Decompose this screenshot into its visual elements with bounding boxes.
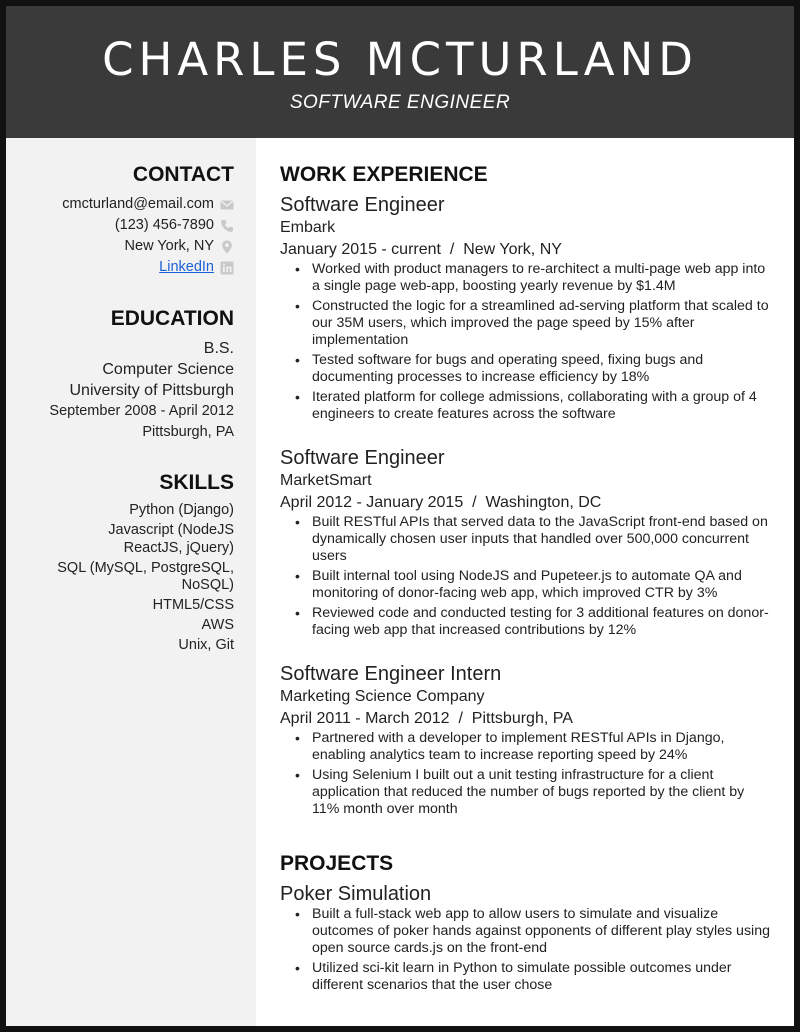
job-entry [280,193,770,426]
bullet-item: • Tested software for bugs and operating speed, fixing bugs and documenting processes to increase efficiency by 18% [312,352,770,386]
bullet-item: • Partnered with a developer to implement RESTful APIs in Django, enabling analytics team to increase reporting speed by 24% [312,730,770,764]
resume-page [6,6,794,1026]
bullet-item: • Worked with product managers to re-architect a multi-page web app into a single page web-app, boosting yearly revenue by $1.4M [312,261,770,295]
job-company: Marketing Science Company [280,688,485,705]
candidate-title: SOFTWARE ENGINEER [289,92,511,113]
project-bullets [280,906,770,994]
job-bullets [280,730,770,818]
bullet-item: • Built RESTful APIs that served data to the JavaScript front-end based on dynamically chosen user inputs that handled over 500,000 concurrent users [312,514,770,565]
linkedin-link[interactable]: LinkedIn [159,259,214,275]
job-dates-location: April 2011 - March 2012 / Pittsburgh, PA [280,710,573,727]
phone-line [14,215,234,236]
job-title: Software Engineer [280,447,445,469]
job-title: Software Engineer Intern [280,663,502,685]
location-line [14,236,234,257]
job-entry [280,446,770,642]
project-entry [280,882,770,997]
skill-item: Python (Django) [129,502,234,518]
linkedin-icon [220,261,234,275]
education-school: University of Pittsburgh [69,382,234,399]
job-bullets [280,261,770,423]
bullet-item: • Using Selenium I built out a unit testing infrastructure for a client application that reduced the number of bugs reported by the client by 11% month over month [312,767,770,818]
job-entry [280,662,770,821]
education-section [14,306,234,443]
education-major: Computer Science [102,361,234,378]
education-location: Pittsburgh, PA [142,424,234,440]
email-text[interactable]: cmcturland@email.com [62,196,214,212]
job-title: Software Engineer [280,194,445,216]
email-line [14,194,234,215]
job-bullets [280,514,770,639]
skill-item: AWS [201,617,234,633]
skills-heading: SKILLS [159,471,234,494]
phone-icon [220,219,234,233]
bullet-item: • Reviewed code and conducted testing for 3 additional features on donor-facing web app that increased contributions by 12% [312,605,770,639]
education-dates: September 2008 - April 2012 [49,403,234,419]
contact-section [14,162,234,278]
work-experience-heading: WORK EXPERIENCE [280,163,488,186]
education-heading: EDUCATION [110,307,234,330]
bullet-item: • Built internal tool using NodeJS and Pupeteer.js to automate QA and monitoring of donor-facing web app, which improved CTR by 3% [312,568,770,602]
contact-heading: CONTACT [132,163,234,186]
linkedin-line [14,257,234,278]
candidate-name: CHARLES MCTURLAND [102,33,698,86]
skill-item: Unix, Git [178,637,234,653]
skills-section [14,470,234,657]
sidebar [6,138,256,1026]
job-dates-location: January 2015 - current / New York, NY [280,241,562,258]
job-dates-location: April 2012 - January 2015 / Washington, DC [280,494,602,511]
skill-item: HTML5/CSS [152,597,234,613]
projects-heading: PROJECTS [280,852,394,875]
bullet-item: • Built a full-stack web app to allow users to simulate and visualize outcomes of poker hands against opponents of different play styles using open source cards.js on the front-end [312,906,770,957]
envelope-icon [220,198,234,212]
education-degree: B.S. [203,340,234,357]
header-banner [6,6,794,138]
bullet-item: • Utilized sci-kit learn in Python to simulate possible outcomes under different scenarios that the user chose [312,960,770,994]
phone-text: (123) 456-7890 [114,217,214,233]
project-title: Poker Simulation [280,883,432,905]
job-company: MarketSmart [280,472,372,489]
skill-item: Javascript (NodeJS ReactJS, jQuery) [108,522,234,556]
bullet-item: • Iterated platform for college admissions, collaborating with a group of 4 engineers to create features across the software [312,389,770,423]
bullet-item: • Constructed the logic for a streamlined ad-serving platform that scaled to our 35M users, which improved the page speed by 15% after implementation [312,298,770,349]
location-pin-icon [220,240,234,254]
location-text: New York, NY [124,238,214,254]
job-company: Embark [280,219,336,236]
skill-item: SQL (MySQL, PostgreSQL, NoSQL) [57,559,234,593]
